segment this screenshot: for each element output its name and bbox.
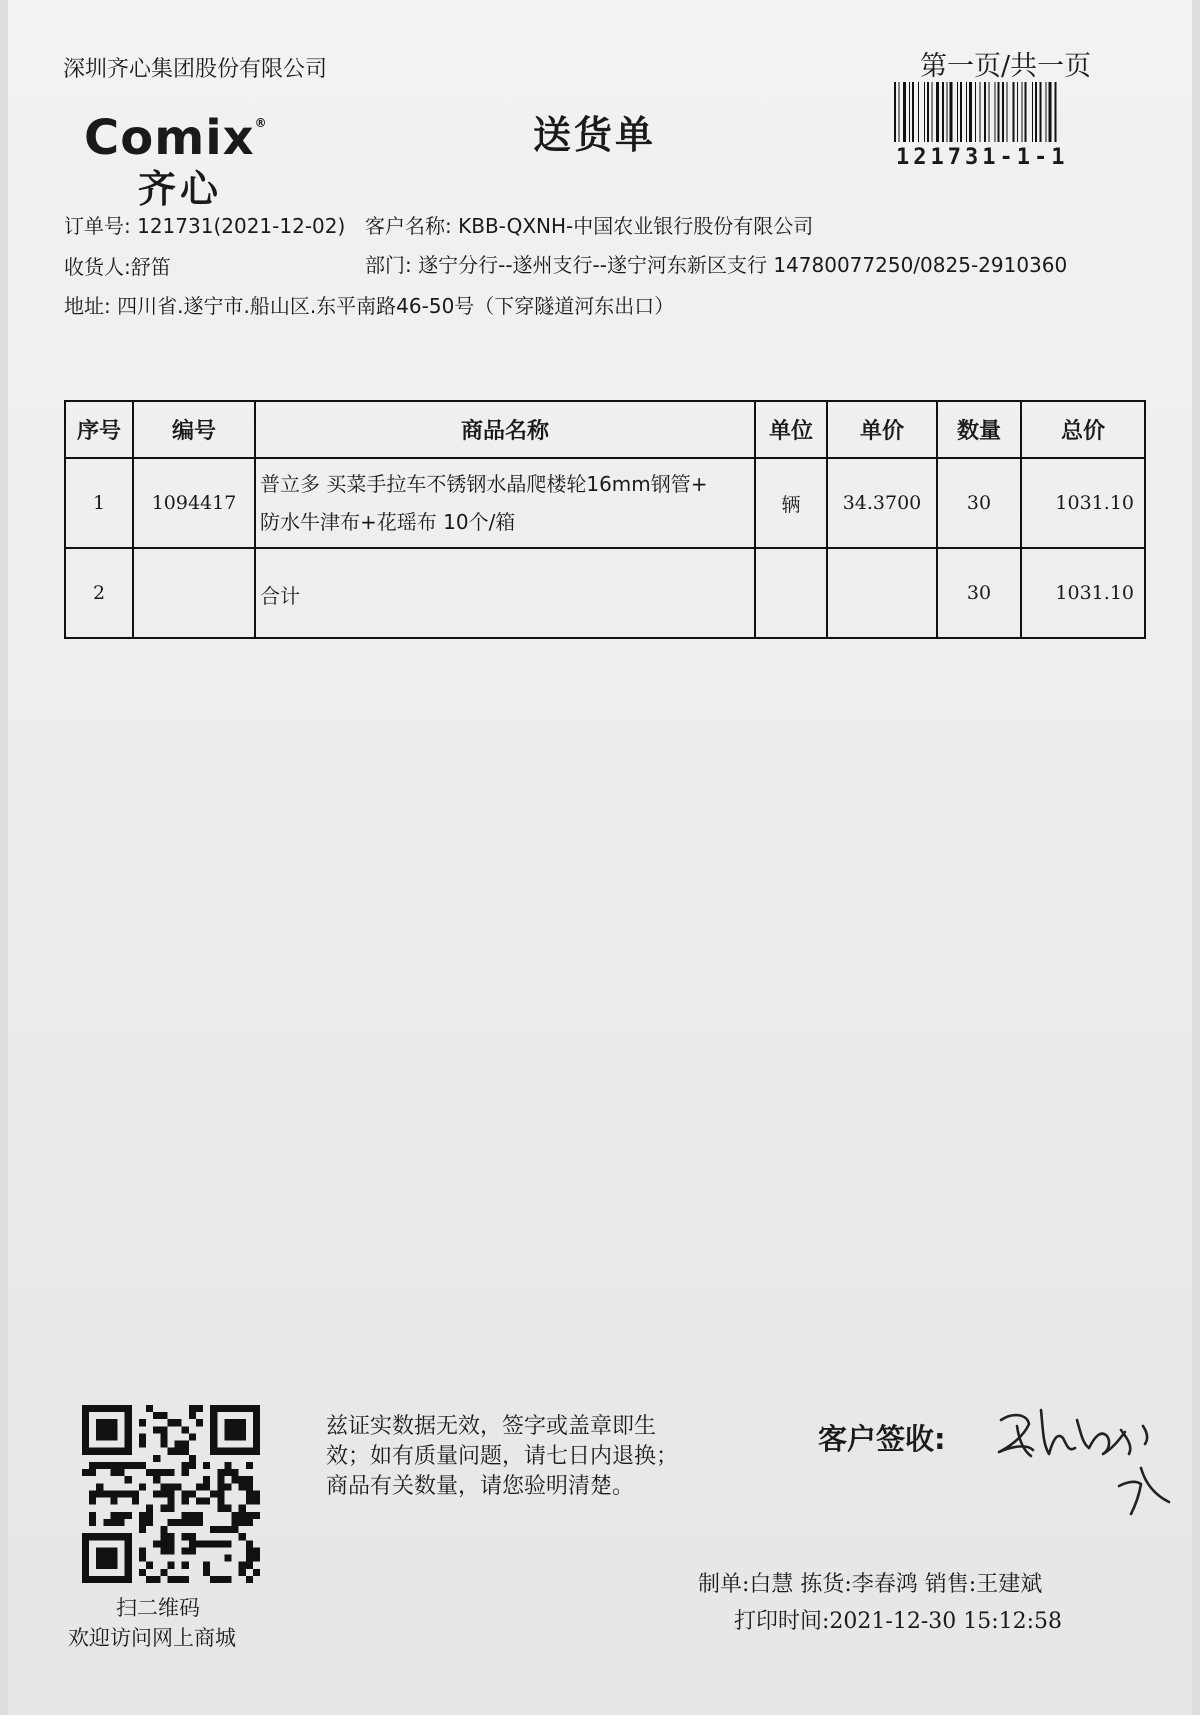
- table-row: [65, 548, 1145, 638]
- address: 地址: 四川省.遂宁市.船山区.东平南路46-50号（下穿隧道河东出口）: [64, 294, 675, 318]
- table-row: [65, 458, 1145, 548]
- cell-qty: 30: [937, 458, 1021, 548]
- staff-info: 制单:白慧 拣货:李春鸿 销售:王建斌: [698, 1572, 1043, 1597]
- company-name: 深圳齐心集团股份有限公司: [63, 57, 328, 82]
- cell-seq: 2: [65, 548, 133, 638]
- barcode-number: 121731-1-1: [896, 145, 1069, 170]
- qr-caption-mall: 欢迎访问网上商城: [68, 1626, 236, 1650]
- customer-name: 客户名称: KBB-QXNH-中国农业银行股份有限公司: [365, 214, 814, 238]
- cell-total: 1031.10: [1021, 548, 1145, 638]
- cell-price: 34.3700: [827, 458, 937, 548]
- notice-text: 兹证实数据无效，签字或盖章即生 效；如有质量问题，请七日内退换； 商品有关数量，请您验明清楚。: [326, 1414, 679, 1499]
- col-header-unit: 单位: [755, 401, 827, 458]
- print-time: 打印时间:2021-12-30 15:12:58: [734, 1609, 1063, 1634]
- col-header-price: 单价: [827, 401, 937, 458]
- receiver: 收货人:舒笛: [64, 255, 171, 279]
- col-header-name: 商品名称: [255, 401, 755, 458]
- handwritten-signature: [993, 1390, 1193, 1530]
- comix-logo: Comix®: [84, 110, 268, 166]
- col-header-qty: 数量: [937, 401, 1021, 458]
- cell-price: [827, 548, 937, 638]
- goods-table: [64, 400, 1144, 639]
- cell-qty: 30: [937, 548, 1021, 638]
- table-header-row: [65, 401, 1145, 458]
- cell-unit: [755, 548, 827, 638]
- qr-code: [82, 1405, 260, 1583]
- barcode: [894, 82, 1108, 142]
- document-title: 送货单: [533, 113, 657, 157]
- qr-caption: 扫二维码: [116, 1596, 200, 1620]
- col-header-seq: 序号: [65, 401, 133, 458]
- col-header-code: 编号: [133, 401, 255, 458]
- customer-sign-label: 客户签收:: [818, 1422, 946, 1456]
- cell-seq: 1: [65, 458, 133, 548]
- cell-code: 1094417: [133, 458, 255, 548]
- delivery-note-page: [8, 0, 1192, 1715]
- order-number: 订单号: 121731(2021-12-02): [64, 214, 346, 238]
- page-info: 第一页/共一页: [920, 51, 1092, 82]
- cell-product-name: 普立多 买菜手拉车不锈钢水晶爬楼轮16mm钢管+ 防水牛津布+花瑶布 10个/箱: [255, 458, 755, 548]
- col-header-total: 总价: [1021, 401, 1145, 458]
- cell-code: [133, 548, 255, 638]
- department: 部门: 遂宁分行--遂州支行--遂宁河东新区支行 14780077250/0825-2910360: [365, 253, 1068, 277]
- comix-logo-cn: 齐心: [138, 167, 223, 211]
- cell-product-name: 合计: [255, 548, 755, 638]
- cell-total: 1031.10: [1021, 458, 1145, 548]
- cell-unit: 辆: [755, 458, 827, 548]
